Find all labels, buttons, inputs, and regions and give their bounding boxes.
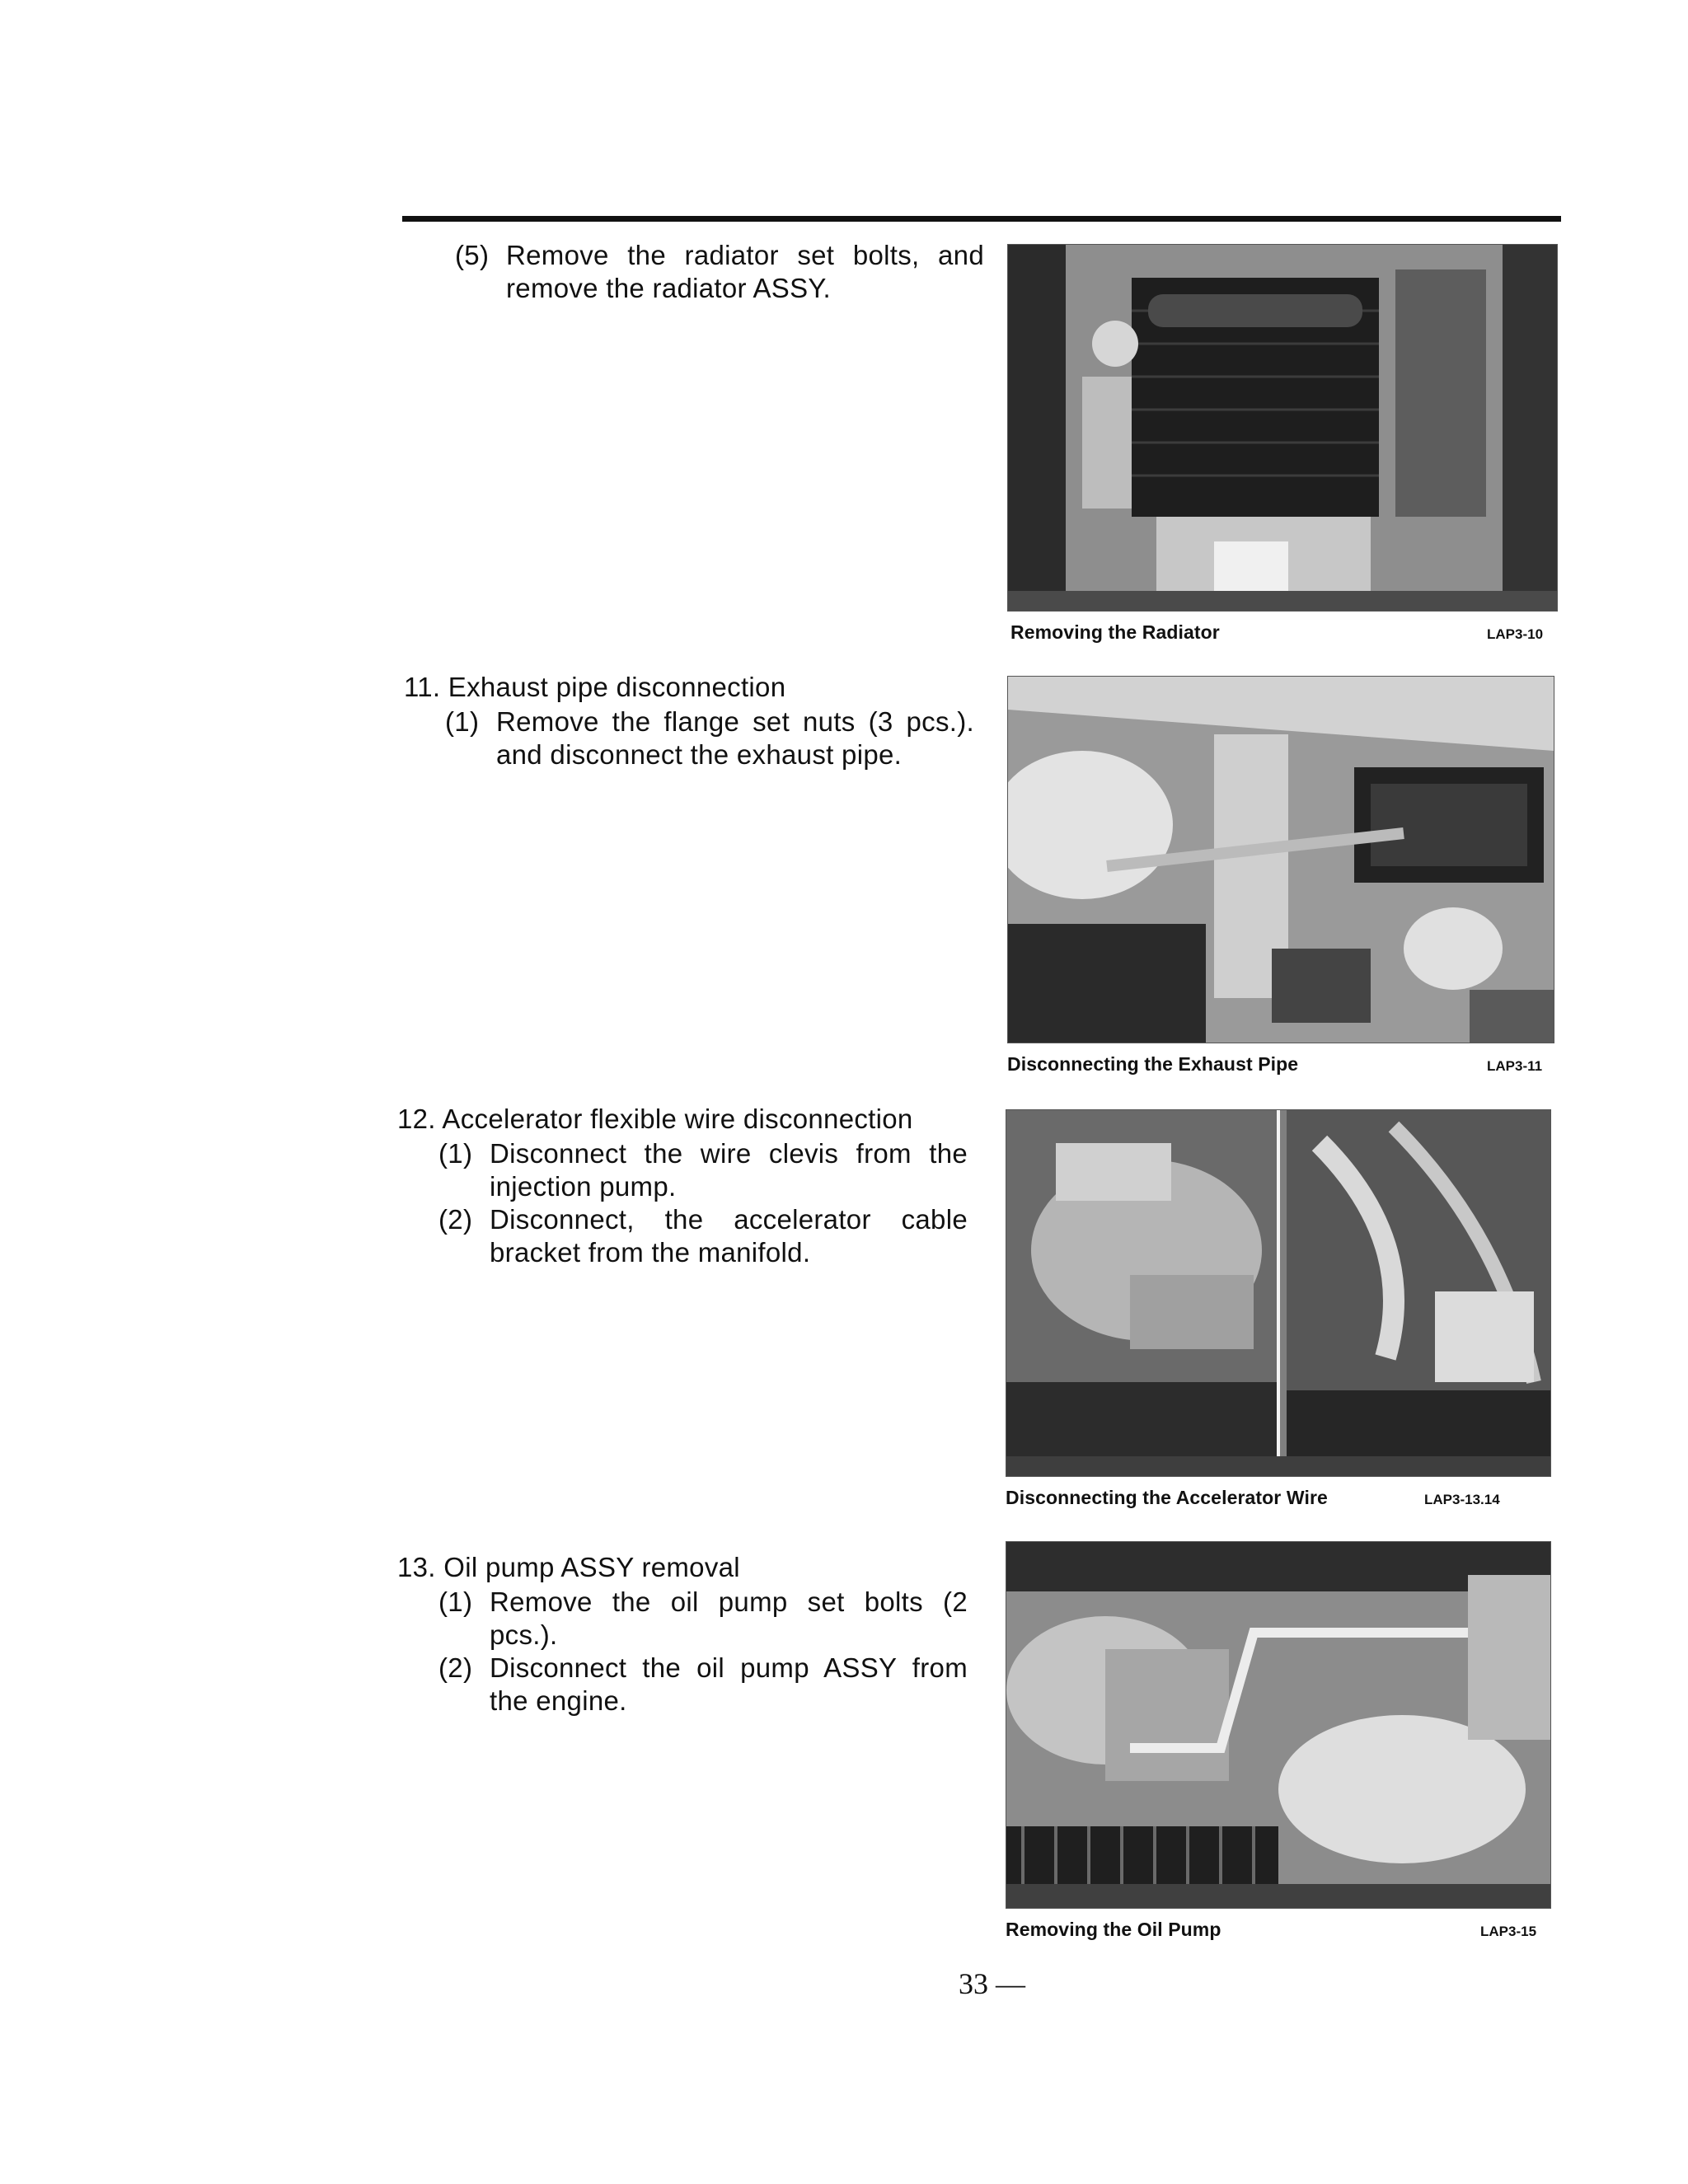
substep-number: (5) <box>455 240 490 270</box>
substep <box>397 1652 968 1718</box>
substep-text: Remove the flange set nuts (3 pcs.). and disconnect the exhaust pipe. <box>496 706 974 770</box>
step-title: 12. Accelerator flexible wire disconnection <box>397 1104 913 1134</box>
substep-number: (1) <box>438 1586 473 1617</box>
substep-number: (1) <box>445 706 480 737</box>
figure-code: LAP3-13.14 <box>1424 1492 1500 1507</box>
substep-text: Disconnect, the accelerator cable bracket from the manifold. <box>490 1204 968 1268</box>
page-number: 33 — <box>959 1967 1025 2000</box>
figure-code: LAP3-15 <box>1480 1924 1537 1939</box>
substep <box>397 1586 968 1652</box>
step-oilpump <box>397 1551 968 1718</box>
substep <box>397 1203 968 1269</box>
photo-exhaust <box>1007 676 1554 1043</box>
figure-code: LAP3-10 <box>1487 626 1544 642</box>
step-title: 11. Exhaust pipe disconnection <box>404 672 786 702</box>
header-rule <box>402 216 1561 222</box>
substep-number: (2) <box>438 1204 473 1235</box>
substep <box>404 705 974 771</box>
figure-caption: Disconnecting the Exhaust Pipe <box>1007 1053 1299 1075</box>
step-title: 13. Oil pump ASSY removal <box>397 1552 740 1582</box>
substep-text: Disconnect the oil pump ASSY from the engine. <box>490 1652 968 1716</box>
figure-caption: Removing the Radiator <box>1010 621 1220 643</box>
substep-text: Remove the oil pump set bolts (2 pcs.). <box>490 1586 968 1650</box>
step-radiator <box>455 239 984 305</box>
substep-number: (1) <box>438 1138 473 1169</box>
substep-number: (2) <box>438 1652 473 1683</box>
figure-caption: Disconnecting the Accelerator Wire <box>1006 1487 1328 1508</box>
substep-text: Remove the radiator set bolts, and remove the radiator ASSY. <box>506 240 984 303</box>
photo-oil-pump <box>1006 1541 1551 1909</box>
photo-radiator <box>1007 244 1558 612</box>
figure-caption: Removing the Oil Pump <box>1006 1919 1221 1940</box>
substep <box>455 239 984 305</box>
step-accelerator <box>397 1103 968 1269</box>
step-exhaust <box>404 671 974 771</box>
substep-text: Disconnect the wire clevis from the injection pump. <box>490 1138 968 1202</box>
figure-code: LAP3-11 <box>1487 1058 1543 1074</box>
photo-accelerator <box>1006 1109 1551 1477</box>
substep <box>397 1137 968 1203</box>
